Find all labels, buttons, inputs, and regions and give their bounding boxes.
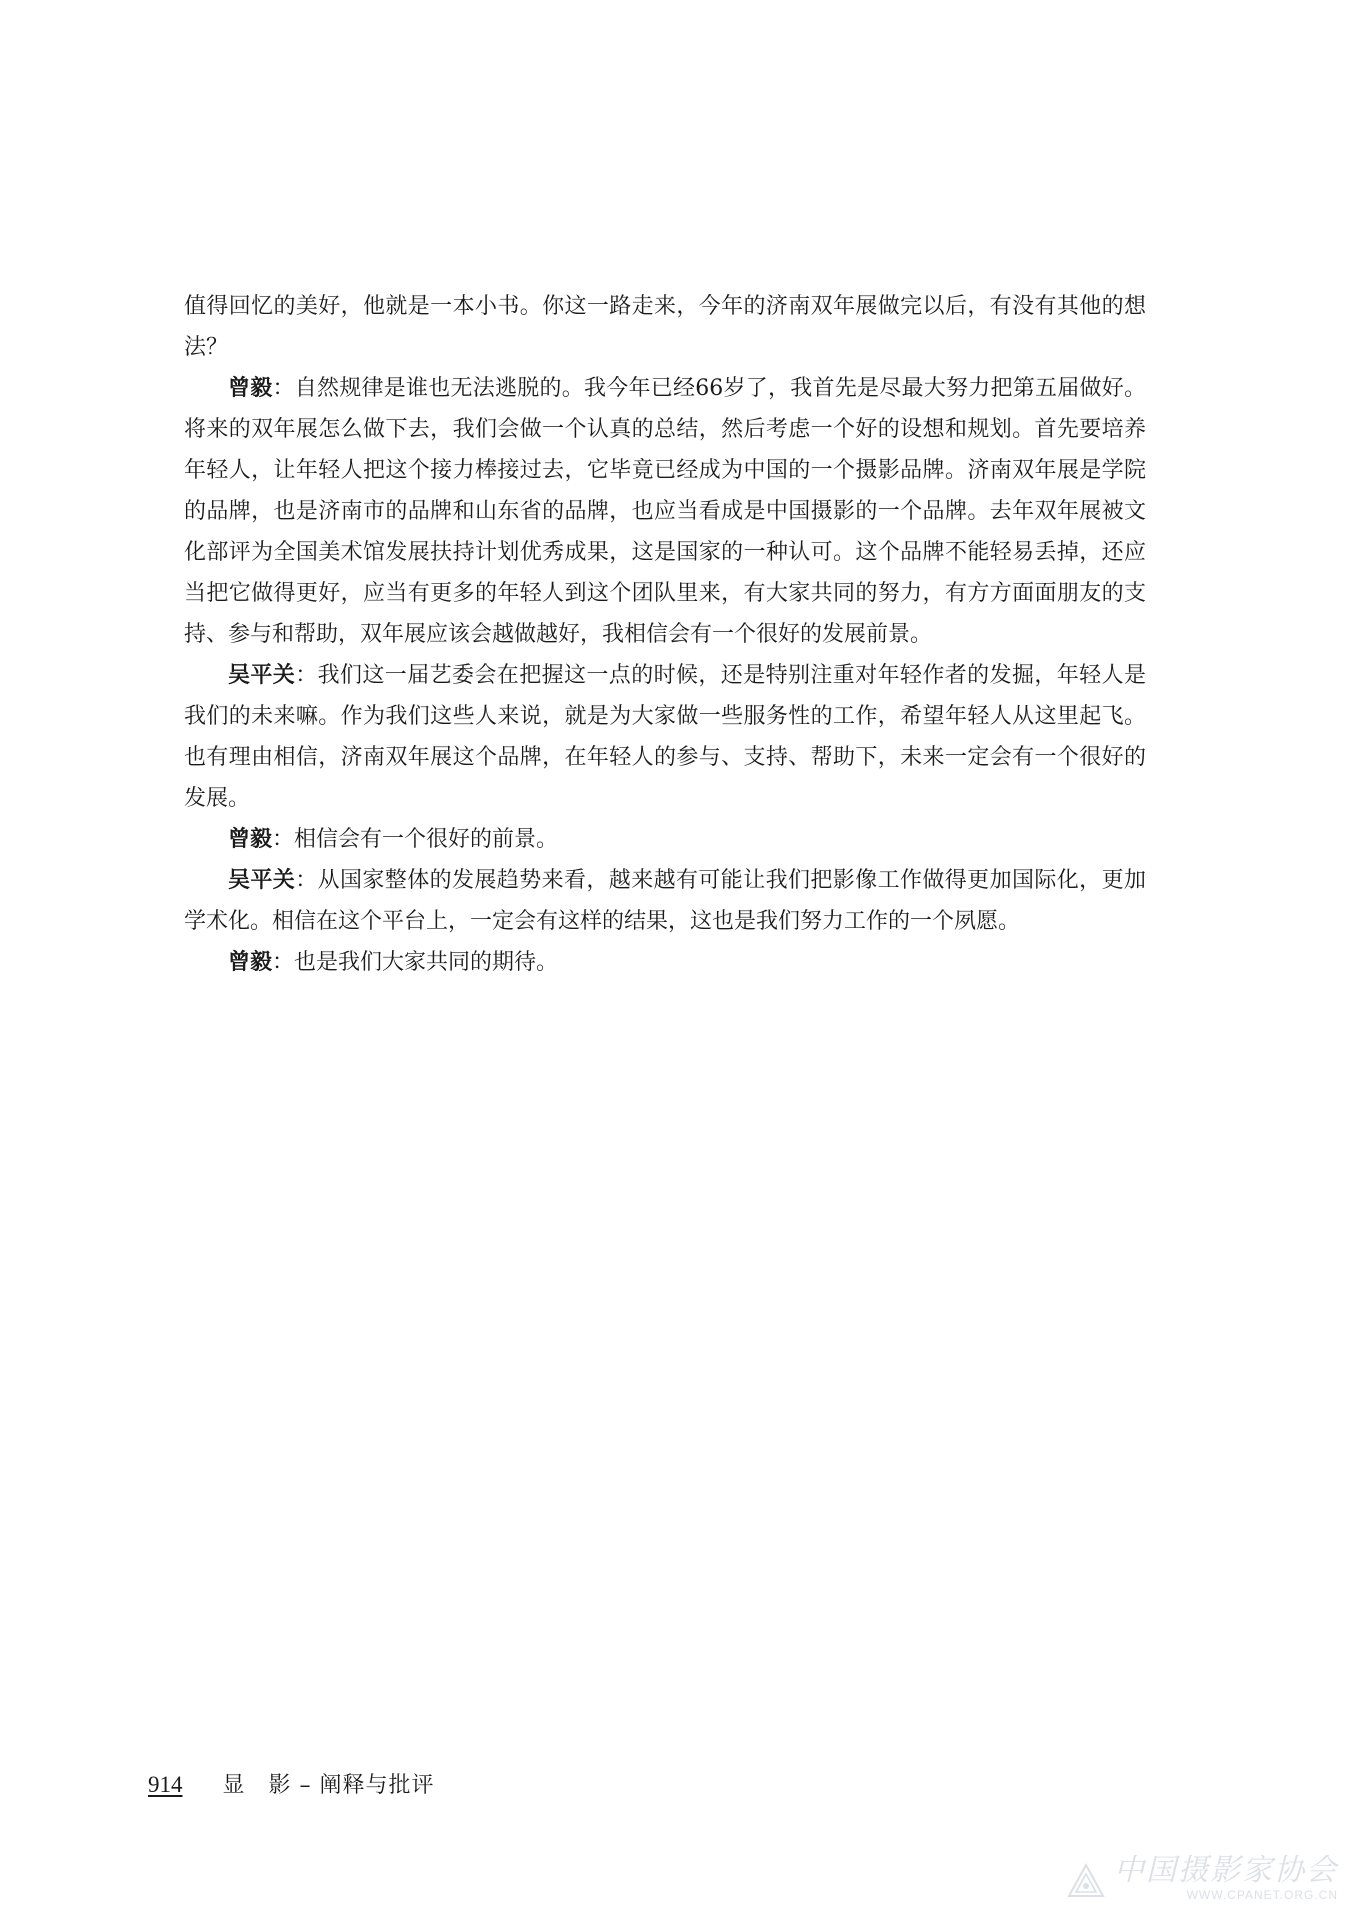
speaker-name: 吴平关 <box>228 663 296 688</box>
paragraph-text: ：自然规律是谁也无法逃脱的。我今年已经66岁了，我首先是尽最大努力把第五届做好。将来的双年展怎么做下去，我们会做一个认真的总结，然后考虑一个好的设想和规划。首先要培养年轻人，让年轻人把这个接力棒接过去，它毕竟已经成为中国的一个摄影品牌。济南双年展是学院的品牌，也是济南市的品牌和山东省的品牌，也应当看成是中国摄影的一个品牌。去年双年展被文化部评为全国美术馆发展扶持计划优秀成果，这是国家的一种认可。这个品牌不能轻易丢掉，还应当把它做得更好，应当有更多的年轻人到这个团队里来，有大家共同的努力，有方方面面朋友的支持、参与和帮助，双年展应该会越做越好，我相信会有一个很好的发展前景。 <box>184 376 1146 647</box>
paragraph-text: ：也是我们大家共同的期待。 <box>272 950 559 975</box>
paragraph-1 <box>184 286 1146 368</box>
book-title: 显 影 – 阐释与批评 <box>222 1773 435 1798</box>
paragraph-text: 值得回忆的美好，他就是一本小书。你这一路走来，今年的济南双年展做完以后，有没有其他的想法？ <box>184 294 1146 360</box>
cpa-logo-icon <box>1066 1862 1106 1902</box>
watermark <box>1066 1854 1338 1902</box>
watermark-url: WWW.CPANET.ORG.CN <box>1186 1888 1338 1902</box>
paragraph-text: ：相信会有一个很好的前景。 <box>272 827 559 852</box>
paragraph-5 <box>184 860 1146 942</box>
paragraph-4 <box>184 819 1146 860</box>
watermark-name: 中国摄影家协会 <box>1114 1853 1338 1888</box>
speaker-name: 曾毅 <box>228 950 273 975</box>
paragraph-6 <box>184 942 1146 983</box>
watermark-text <box>1114 1854 1338 1902</box>
paragraph-text: ：从国家整体的发展趋势来看，越来越有可能让我们把影像工作做得更加国际化，更加学术化。相信在这个平台上，一定会有这样的结果，这也是我们努力工作的一个夙愿。 <box>184 868 1146 934</box>
paragraph-text: ：我们这一届艺委会在把握这一点的时候，还是特别注重对年轻作者的发掘，年轻人是我们的未来嘛。作为我们这些人来说，就是为大家做一些服务性的工作，希望年轻人从这里起飞。也有理由相信，济南双年展这个品牌，在年轻人的参与、支持、帮助下，未来一定会有一个很好的发展。 <box>184 663 1146 811</box>
speaker-name: 曾毅 <box>228 376 273 401</box>
paragraph-2 <box>184 368 1146 655</box>
page-number: 914 <box>148 1772 183 1797</box>
article-body <box>184 286 1146 983</box>
page-footer <box>148 1770 435 1801</box>
speaker-name: 曾毅 <box>228 827 273 852</box>
speaker-name: 吴平关 <box>228 868 296 893</box>
paragraph-3 <box>184 655 1146 819</box>
